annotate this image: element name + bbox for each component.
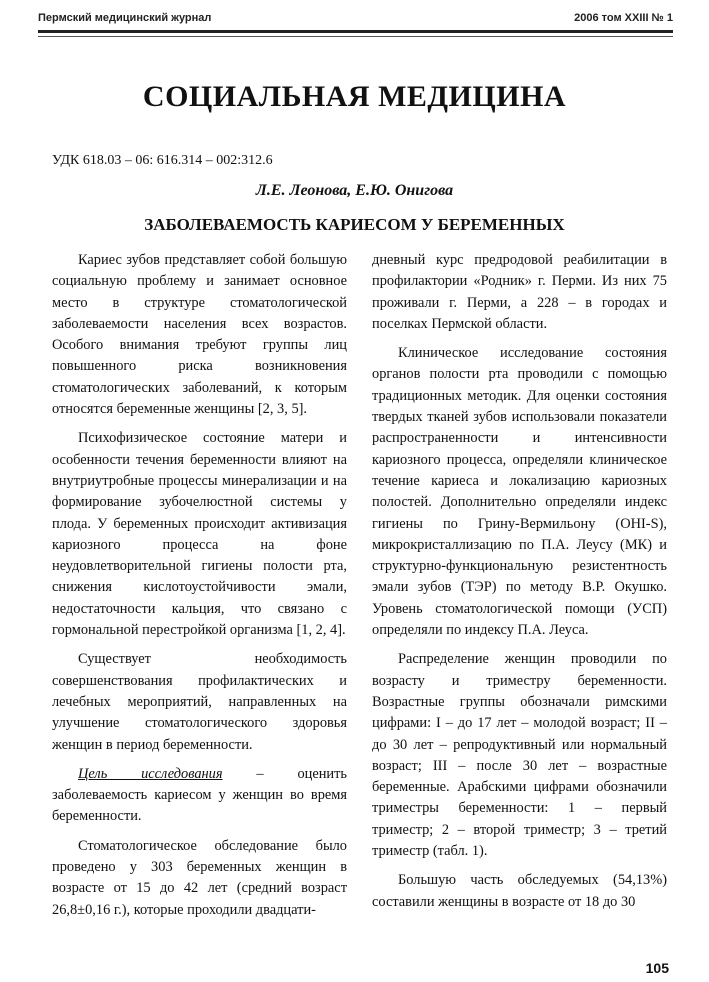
paragraph: Распределение женщин проводили по возрасту и триместру беременности. Возрастные группы обозначали римскими цифрами: I – до 17 лет – молодой возраст; II – до 30 лет – репродуктивный или нормальный возраст; III – после 30 лет – возрастные беременные. Арабскими цифрами обозначили триместры беременности: 1 – первый триместр; 2 – второй триместр; 3 – третий триместр (табл. 1). [372, 651, 667, 860]
journal-name: Пермский медицинский журнал [38, 12, 212, 24]
paragraph: Клиническое исследование состояния органов полости рта проводили с помощью традиционных методик. Для оценки состояния твердых тканей зубов использовали показатели распространенности и интенсивности кариозного процесса, определяли клиническое течение кариеса и локализацию кариозных полостей. Дополнительно определяли индекс гигиены по Грину-Вермильону (OHI-S), микрокристаллизацию по П.А. Леусу (МК) и структурно-функциональную резистентность эмали зубов (ТЭР) по методу В.Р. Окушко. Уровень стоматологической помощи (УСП) определяли по индексу П.А. Леуса. [372, 345, 667, 639]
paragraph: Большую часть обследуемых (54,13%) составили женщины в возрасте от 18 до 30 [372, 872, 667, 910]
paragraph-continued: дневный курс предродовой реабилитации в профилактории «Родник» г. Перми. Из них 75 проживали г. Перми, а 228 – в городах и поселках Пермской области. [372, 252, 667, 332]
page-number: 105 [645, 960, 669, 976]
paragraph: Психофизическое состояние матери и особенности течения беременности влияют на внутриутробные процессы минерализации и на формирование зубочелюстной системы у плода. У беременных происходит активизация кариозного процесса на фоне неудовлетворительной гигиены полости рта, снижения кислотоустойчивости эмали, недостаточности кальция, что связано с гормональной перестройкой организма [1, 2, 4]. [52, 430, 347, 639]
udc-code: УДК 618.03 – 06: 616.314 – 002:312.6 [52, 153, 273, 168]
aim-label: Цель исследования [78, 765, 223, 782]
issue-info: 2006 том XXIII № 1 [574, 12, 673, 24]
header-rule [38, 30, 673, 33]
paragraph: Существует необходимость совершенствования профилактических и лечебных мероприятий, направленных на улучшение стоматологического здоровья женщин в период беременности. [52, 651, 347, 753]
left-column [52, 250, 347, 929]
right-column [372, 250, 667, 921]
running-header [38, 12, 673, 24]
aim-text: – оценить заболеваемость кариесом у женщин во время беременности. [52, 765, 347, 825]
article-title: ЗАБОЛЕВАЕМОСТЬ КАРИЕСОМ У БЕРЕМЕННЫХ [144, 215, 565, 234]
authors: Л.Е. Леонова, Е.Ю. Онигова [255, 182, 454, 199]
section-title: СОЦИАЛЬНАЯ МЕДИЦИНА [142, 80, 567, 113]
paragraph: Кариес зубов представляет собой большую социальную проблему и занимает основное место в структуре стоматологической заболеваемости населения всех возрастов. Особого внимания требуют группы лиц повышенного риска возникновения стоматологических заболеваний, к которым относятся беременные женщины [2, 3, 5]. [52, 252, 347, 418]
paragraph: Стоматологическое обследование было проведено у 303 беременных женщин в возрасте от 15 до 42 лет (средний возраст 26,8±0,16 г.), которые проходили двадцати- [52, 837, 347, 918]
paragraph-aim [52, 764, 347, 828]
